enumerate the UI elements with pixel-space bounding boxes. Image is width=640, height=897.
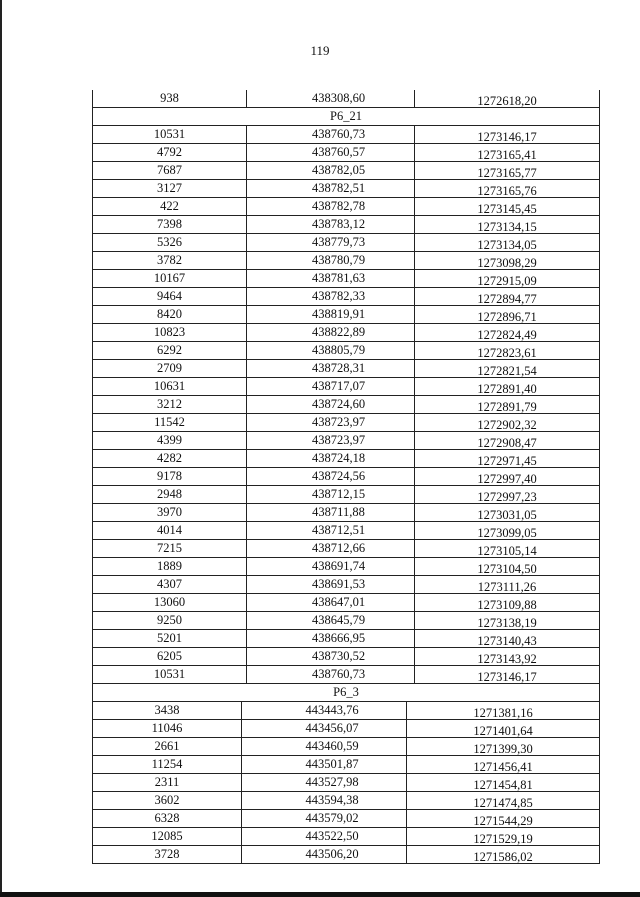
coord-x: 438647,01 xyxy=(246,594,414,611)
coord-y: 1273140,43 xyxy=(414,630,599,647)
coord-y: 1273146,17 xyxy=(414,126,599,143)
coord-y: 1273105,14 xyxy=(414,540,599,557)
table-row xyxy=(93,648,599,666)
point-number: 3970 xyxy=(157,505,182,519)
point-number: 2948 xyxy=(157,487,182,501)
coord-x: 438645,79 xyxy=(246,612,414,629)
page-number: 119 xyxy=(310,43,330,58)
coord-y: 1272823,61 xyxy=(414,342,599,359)
table-row xyxy=(93,486,599,504)
coord-x: 438691,74 xyxy=(246,558,414,575)
table-row xyxy=(93,612,599,630)
table-row xyxy=(93,324,599,342)
section-title: Р6_3 xyxy=(93,684,599,702)
table-row xyxy=(93,378,599,396)
table-row xyxy=(93,234,599,252)
point-number: 3212 xyxy=(157,397,182,411)
point-number: 11254 xyxy=(151,757,183,771)
point-number: 3438 xyxy=(154,703,180,717)
coordinates-table xyxy=(92,90,600,864)
coord-y: 1271401,64 xyxy=(406,720,599,737)
point-number: 9464 xyxy=(157,289,182,303)
coord-y: 1271586,02 xyxy=(406,846,599,863)
coord-y: 1271529,19 xyxy=(406,828,599,845)
coord-x: 438782,33 xyxy=(246,288,414,305)
table-row xyxy=(93,540,599,558)
table-row xyxy=(93,288,599,306)
coord-x: 438712,51 xyxy=(246,522,414,539)
coord-y: 1272915,09 xyxy=(414,270,599,287)
point-number: 2709 xyxy=(157,361,182,375)
point-number: 6292 xyxy=(157,343,182,357)
coord-x: 438805,79 xyxy=(246,342,414,359)
coord-y: 1271381,16 xyxy=(406,702,599,719)
scan-left-edge xyxy=(0,0,2,897)
table-row xyxy=(93,252,599,270)
coord-x: 443460,59 xyxy=(241,738,406,755)
point-number: 11542 xyxy=(154,415,185,429)
point-number: 5201 xyxy=(157,631,182,645)
coord-y: 1272997,40 xyxy=(414,468,599,485)
table-row xyxy=(93,270,599,288)
coord-x: 438711,88 xyxy=(246,504,414,521)
point-number: 6205 xyxy=(157,649,182,663)
coord-y: 1273165,77 xyxy=(414,162,599,179)
coord-y: 1272896,71 xyxy=(414,306,599,323)
coord-x: 438724,18 xyxy=(246,450,414,467)
table-row xyxy=(93,846,599,864)
section-b-rows xyxy=(93,702,599,864)
table-row xyxy=(93,720,599,738)
table-row xyxy=(93,792,599,810)
table-row xyxy=(93,738,599,756)
coord-y: 1273165,41 xyxy=(414,144,599,161)
point-number: 10823 xyxy=(153,325,186,339)
coord-y: 1273134,05 xyxy=(414,234,599,251)
scan-bottom-edge xyxy=(0,892,640,897)
table-row xyxy=(93,162,599,180)
table-row xyxy=(93,774,599,792)
table-row xyxy=(93,522,599,540)
coord-x: 438717,07 xyxy=(246,378,414,395)
table-row xyxy=(93,306,599,324)
coord-y: 1272891,79 xyxy=(414,396,599,413)
point-number: 4307 xyxy=(157,577,182,591)
coord-y: 1273104,50 xyxy=(414,558,599,575)
coord-y: 1272894,77 xyxy=(414,288,599,305)
coord-x: 438728,31 xyxy=(246,360,414,377)
table-row xyxy=(93,342,599,360)
table-row xyxy=(93,414,599,432)
coord-x: 438666,95 xyxy=(246,630,414,647)
coord-x: 443594,38 xyxy=(241,792,406,809)
coord-x: 438724,60 xyxy=(246,396,414,413)
coord-x: 438723,97 xyxy=(246,414,414,431)
point-number: 938 xyxy=(160,91,179,105)
coord-y: 1273031,05 xyxy=(414,504,599,521)
coord-y: 1271544,29 xyxy=(406,810,599,827)
coord-x: 438782,78 xyxy=(246,198,414,215)
point-number: 12085 xyxy=(151,829,183,843)
point-number: 2661 xyxy=(154,739,180,753)
table-row xyxy=(93,144,599,162)
coord-x: 438691,53 xyxy=(246,576,414,593)
table-row xyxy=(93,504,599,522)
point-number: 10631 xyxy=(153,379,186,393)
table-row xyxy=(93,360,599,378)
table-row xyxy=(93,630,599,648)
point-number: 7215 xyxy=(157,541,182,555)
point-number: 2311 xyxy=(154,775,180,789)
coord-x: 443501,87 xyxy=(241,756,406,773)
point-number: 3728 xyxy=(154,847,180,861)
table-row xyxy=(93,558,599,576)
section-a-rows xyxy=(93,126,599,684)
coord-y: 1272997,23 xyxy=(414,486,599,503)
table-row xyxy=(93,810,599,828)
point-number: 4014 xyxy=(157,523,182,537)
table-row xyxy=(93,576,599,594)
point-number: 10531 xyxy=(153,127,186,141)
point-number: 5326 xyxy=(157,235,182,249)
coord-x: 438822,89 xyxy=(246,324,414,341)
coord-y: 1271454,81 xyxy=(406,774,599,791)
coord-y: 1273138,19 xyxy=(414,612,599,629)
point-number: 4282 xyxy=(157,451,182,465)
coord-x: 438760,57 xyxy=(246,144,414,161)
table-row xyxy=(93,126,599,144)
table-row xyxy=(93,180,599,198)
table-row xyxy=(93,828,599,846)
coord-y: 1273099,05 xyxy=(414,522,599,539)
coord-x: 438760,73 xyxy=(246,126,414,143)
table-row xyxy=(93,468,599,486)
coord-y: 1272908,47 xyxy=(414,432,599,449)
coord-y: 1272891,40 xyxy=(414,378,599,395)
coord-x: 438723,97 xyxy=(246,432,414,449)
coord-x: 438779,73 xyxy=(246,234,414,251)
point-number: 11046 xyxy=(151,721,183,735)
coord-x: 438781,63 xyxy=(246,270,414,287)
coord-x: 438712,15 xyxy=(246,486,414,503)
point-number: 13060 xyxy=(153,595,186,609)
table-row xyxy=(93,702,599,720)
coord-y: 1272902,32 xyxy=(414,414,599,431)
coord-y: 1272821,54 xyxy=(414,360,599,377)
table-row xyxy=(93,216,599,234)
coord-y: 1272824,49 xyxy=(414,324,599,341)
point-number: 3782 xyxy=(157,253,182,267)
coord-y: 1273134,15 xyxy=(414,216,599,233)
table-row xyxy=(93,198,599,216)
coord-x: 438819,91 xyxy=(246,306,414,323)
coord-x: 438712,66 xyxy=(246,540,414,557)
point-number: 4792 xyxy=(157,145,182,159)
coord-y: 1273146,17 xyxy=(414,666,599,683)
coord-y: 1273143,92 xyxy=(414,648,599,665)
coord-y: 1273145,45 xyxy=(414,198,599,215)
coord-y: 1272971,45 xyxy=(414,450,599,467)
point-number: 10531 xyxy=(153,667,186,681)
point-number: 10167 xyxy=(153,271,186,285)
point-number: 1889 xyxy=(157,559,182,573)
coord-x: 438783,12 xyxy=(246,216,414,233)
table-row xyxy=(93,432,599,450)
table-row xyxy=(93,90,599,108)
point-number: 8420 xyxy=(157,307,182,321)
point-number: 9178 xyxy=(157,469,182,483)
coord-y: 1273098,29 xyxy=(414,252,599,269)
table-row xyxy=(93,594,599,612)
coord-x: 438724,56 xyxy=(246,468,414,485)
coord-x: 438730,52 xyxy=(246,648,414,665)
coord-x: 443443,76 xyxy=(241,702,406,719)
table-row xyxy=(93,396,599,414)
table-row xyxy=(93,756,599,774)
point-number: 4399 xyxy=(157,433,182,447)
point-number: 422 xyxy=(160,199,179,213)
coord-y: 1273111,26 xyxy=(414,576,599,593)
coord-y: 1271456,41 xyxy=(406,756,599,773)
coord-x: 438782,05 xyxy=(246,162,414,179)
coord-x: 443506,20 xyxy=(241,846,406,863)
point-number: 9250 xyxy=(157,613,182,627)
point-number: 3602 xyxy=(154,793,180,807)
coord-x: 443456,07 xyxy=(241,720,406,737)
coord-y: 1273165,76 xyxy=(414,180,599,197)
coord-x: 438780,79 xyxy=(246,252,414,269)
point-number: 6328 xyxy=(154,811,180,825)
coord-x: 443527,98 xyxy=(241,774,406,791)
coord-y: 1271474,85 xyxy=(406,792,599,809)
coord-x: 438782,51 xyxy=(246,180,414,197)
coord-x: 443522,50 xyxy=(241,828,406,845)
coord-y: 1271399,30 xyxy=(406,738,599,755)
section-title: Р6_21 xyxy=(93,108,599,126)
coord-y: 1272618,20 xyxy=(414,90,599,107)
coord-y: 1273109,88 xyxy=(414,594,599,611)
table-row xyxy=(93,666,599,684)
coord-x: 443579,02 xyxy=(241,810,406,827)
point-number: 7687 xyxy=(157,163,182,177)
coord-x: 438308,60 xyxy=(246,90,414,107)
point-number: 7398 xyxy=(157,217,182,231)
table-row xyxy=(93,450,599,468)
coord-x: 438760,73 xyxy=(246,666,414,683)
point-number: 3127 xyxy=(157,181,182,195)
